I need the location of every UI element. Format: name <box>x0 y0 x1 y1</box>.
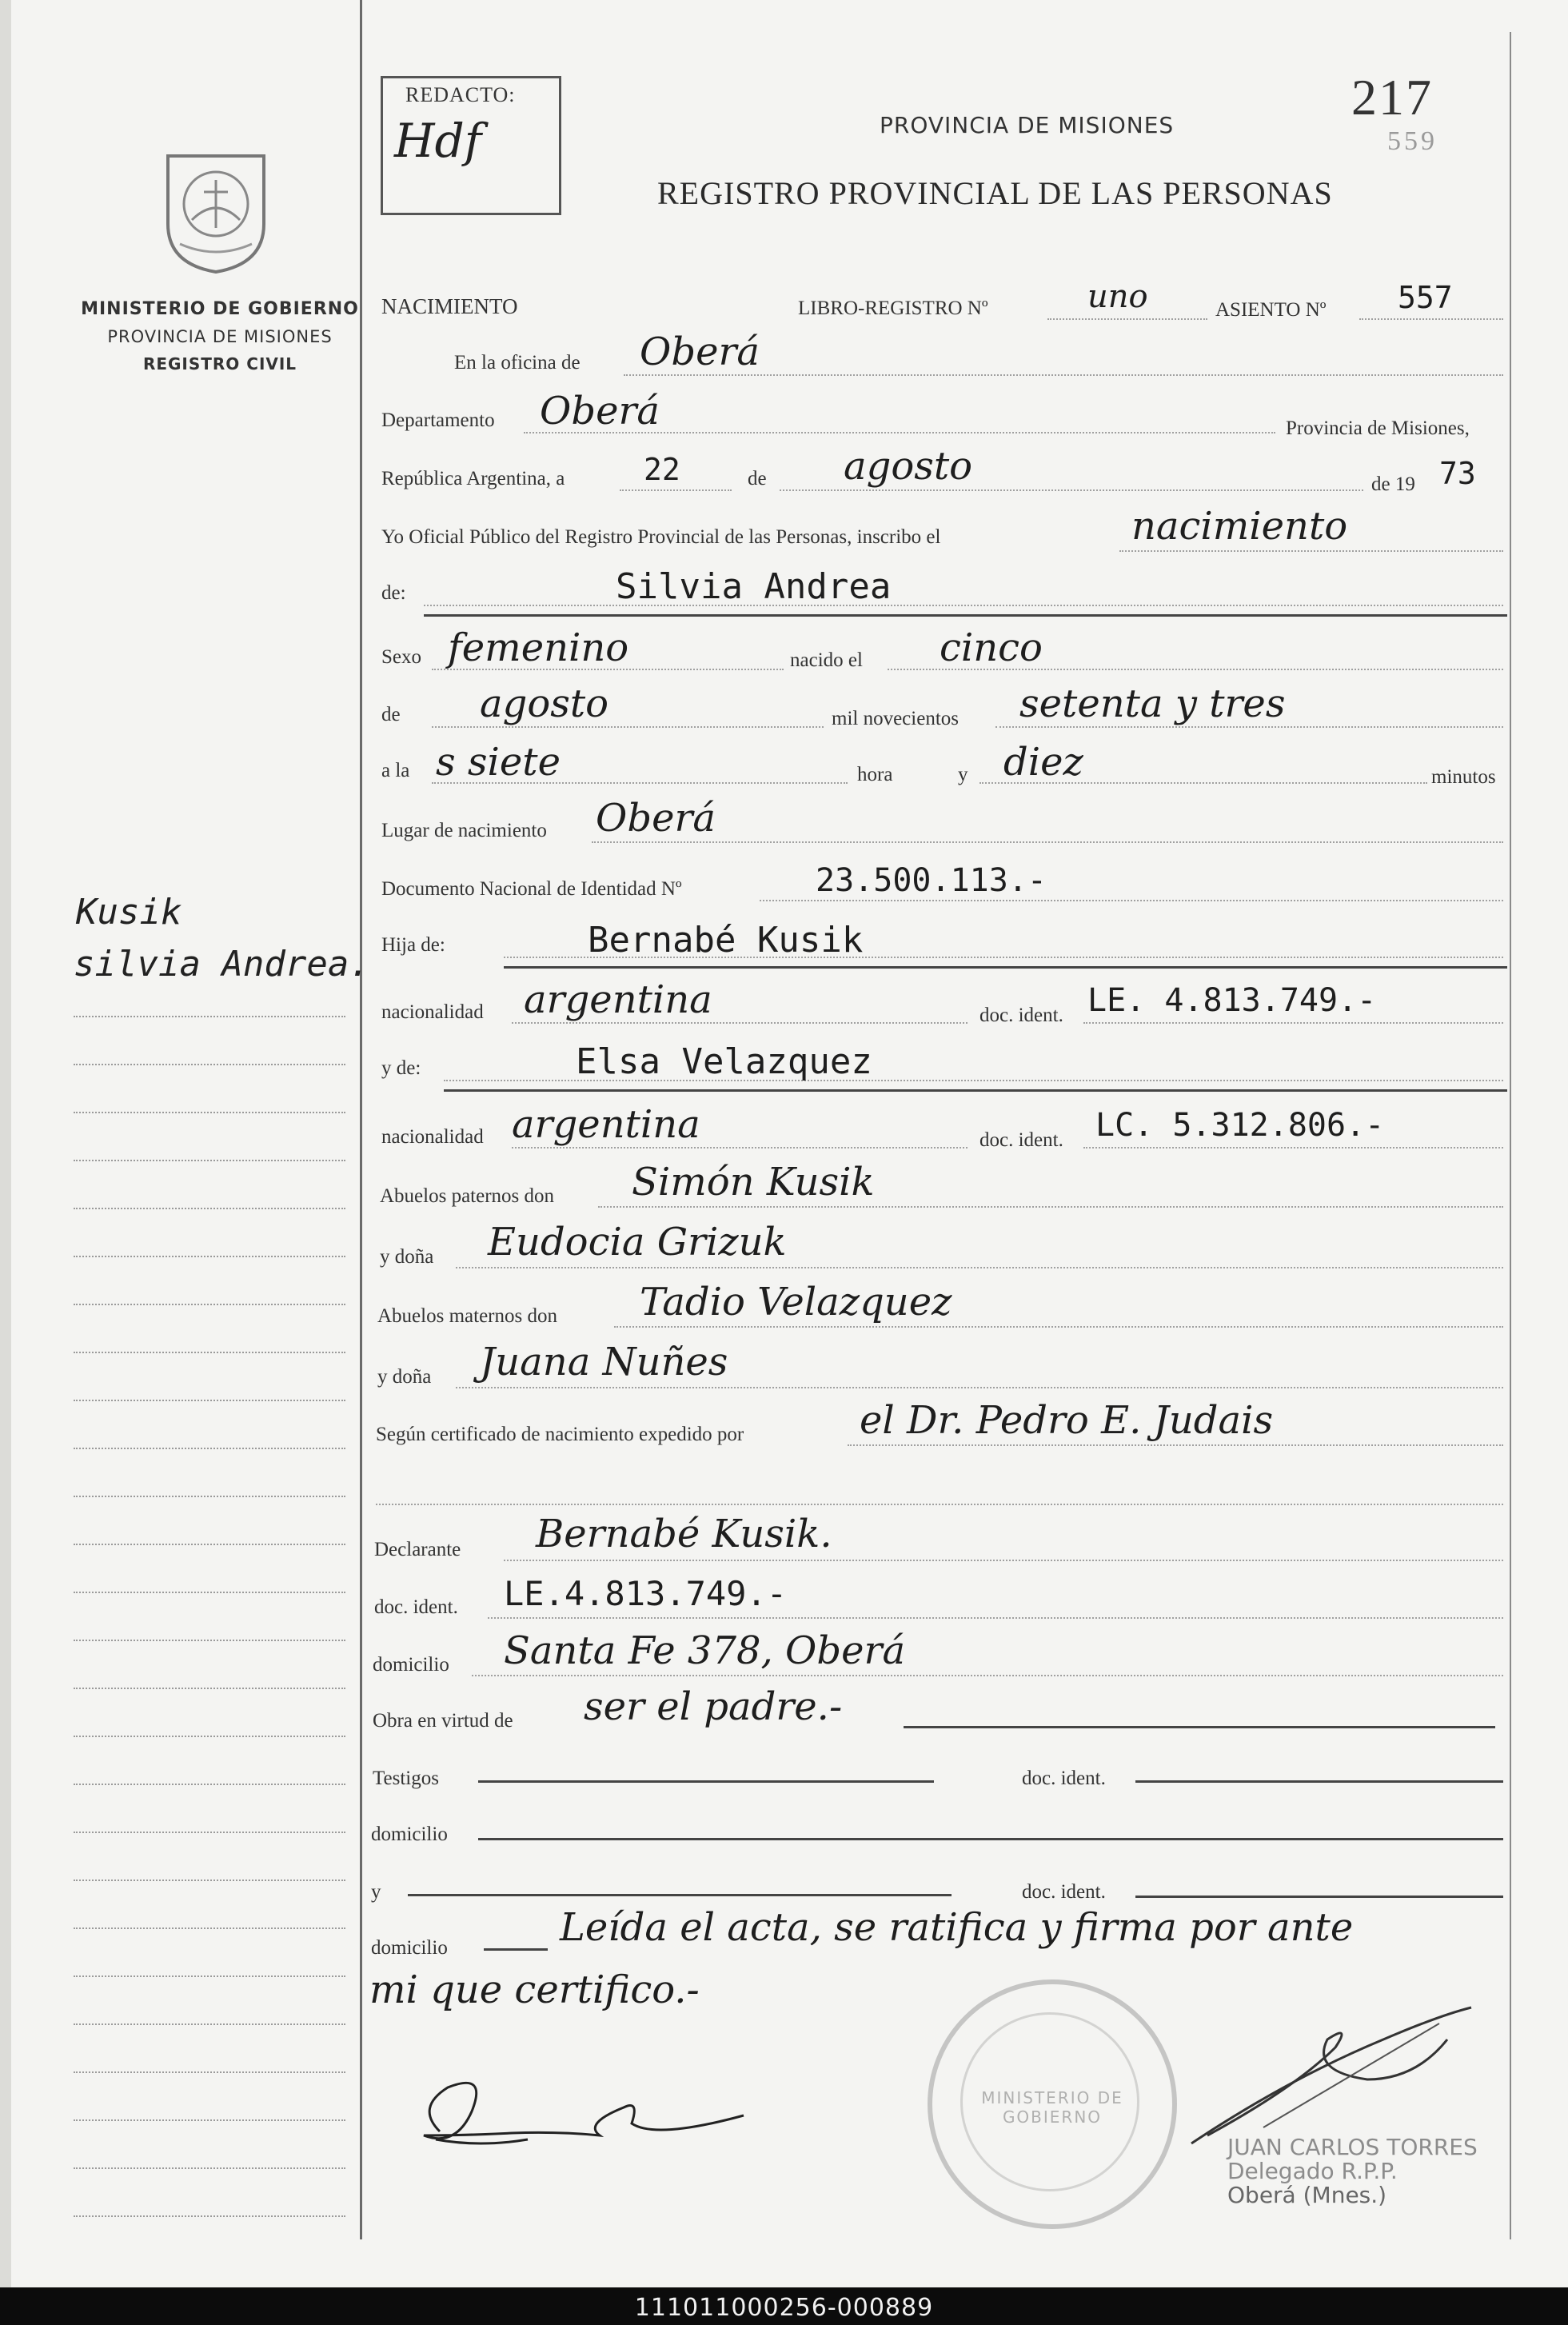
departamento-label: Departamento <box>381 409 495 431</box>
official-seal-stamp <box>928 1979 1177 2229</box>
margin-line <box>74 1928 345 1929</box>
abuela-paterna-value: Eudocia Grizuk <box>488 1220 787 1264</box>
domicilio-2-label: domicilio <box>371 1824 448 1845</box>
margin-line <box>74 1352 345 1353</box>
redacto-initials: Hdf <box>394 114 482 168</box>
margin-line <box>74 1064 345 1065</box>
nacido-value: cinco <box>940 625 1043 670</box>
anio-label: de 19 <box>1371 473 1415 495</box>
margin-line <box>74 2215 345 2217</box>
margin-line <box>74 1400 345 1401</box>
field-line <box>512 1147 968 1149</box>
field-line <box>848 1444 1503 1446</box>
nacido-label: nacido el <box>790 649 863 671</box>
mil-label: mil novecientos <box>832 708 959 729</box>
domicilio-1-value: Santa Fe 378, Oberá <box>504 1628 906 1673</box>
margin-divider <box>360 0 362 2239</box>
province-shield-icon <box>160 148 272 276</box>
certificado-value: el Dr. Pedro E. Judais <box>860 1398 1274 1443</box>
horas-label: hora <box>857 764 893 785</box>
margin-line <box>74 1544 345 1545</box>
registry-title: REGISTRO PROVINCIAL DE LAS PERSONAS <box>657 175 1333 211</box>
field-line <box>592 841 1503 843</box>
field-line <box>624 374 1503 376</box>
abuela-materna-value: Juana Nuñes <box>480 1340 728 1384</box>
nacionalidad-1-value: argentina <box>524 977 712 1022</box>
field-line <box>488 1617 1503 1619</box>
footer-bar <box>0 2287 1568 2325</box>
lugar-label: Lugar de nacimiento <box>381 820 547 841</box>
dia-value: 22 <box>644 452 680 487</box>
dni-value: 23.500.113.- <box>816 862 1047 899</box>
margin-line <box>74 2119 345 2121</box>
lugar-value: Oberá <box>596 796 716 841</box>
field-line <box>760 900 1503 901</box>
minutos-value: diez <box>1003 740 1083 785</box>
page-number-secondary: 559 <box>1387 126 1438 156</box>
cierre-line-2: mi que certifico.- <box>369 1967 700 2012</box>
page-number: 217 <box>1351 69 1433 126</box>
margin-line <box>74 1832 345 1833</box>
nacionalidad-2-value: argentina <box>512 1102 700 1147</box>
margin-line <box>74 1688 345 1689</box>
margin-line <box>74 1496 345 1497</box>
testigos-label: Testigos <box>373 1768 439 1789</box>
abuelos-maternos-label: Abuelos maternos don <box>377 1305 557 1327</box>
field-line <box>598 1206 1503 1208</box>
y-label: y <box>958 764 968 785</box>
field-line <box>1047 318 1207 320</box>
docident-4-label: doc. ident. <box>1022 1768 1106 1789</box>
field-underline <box>904 1726 1495 1728</box>
padre-value: Bernabé Kusik <box>588 920 864 961</box>
mes-value: agosto <box>844 444 973 489</box>
field-line <box>456 1267 1503 1268</box>
margin-line <box>74 2167 345 2169</box>
docident-1-value: LE. 4.813.749.- <box>1087 982 1377 1019</box>
margin-line <box>74 1975 345 1977</box>
child-name-value: Silvia Andrea <box>616 566 892 607</box>
field-underline <box>408 1894 952 1896</box>
margin-line <box>74 1256 345 1257</box>
domicilio-1-label: domicilio <box>373 1654 449 1676</box>
sexo-value: femenino <box>448 625 629 670</box>
ministry-header <box>80 296 360 378</box>
asiento-label: ASIENTO Nº <box>1215 299 1327 321</box>
declarante-label: Declarante <box>374 1539 461 1560</box>
field-underline <box>478 1780 934 1783</box>
oficina-value: Oberá <box>640 330 760 374</box>
hora-prefix-label: a la <box>381 760 410 781</box>
official-title: Delegado R.P.P. <box>1227 2158 1398 2184</box>
redacto-box <box>381 76 561 215</box>
province-title: PROVINCIA DE MISIONES <box>880 112 1175 138</box>
margin-line <box>74 1640 345 1641</box>
hija-label: Hija de: <box>381 934 445 956</box>
field-underline <box>478 1838 1503 1840</box>
libro-label: LIBRO-REGISTRO Nº <box>798 298 988 319</box>
margin-note-names: silvia Andrea. <box>74 944 370 985</box>
declarant-signature <box>400 2059 760 2163</box>
ministry-line-2: PROVINCIA DE MISIONES <box>107 327 333 346</box>
record-type-label: NACIMIENTO <box>381 294 518 318</box>
margin-line <box>74 1304 345 1305</box>
libro-value: uno <box>1087 278 1148 315</box>
margin-line <box>74 2023 345 2025</box>
page-edge <box>0 0 11 2287</box>
field-underline <box>484 1948 548 1951</box>
republica-label: República Argentina, a <box>381 468 565 489</box>
nacionalidad-1-label: nacionalidad <box>381 1001 484 1023</box>
ydona-2-label: y doña <box>377 1366 432 1388</box>
official-signature <box>1175 1991 1479 2151</box>
madre-value: Elsa Velazquez <box>576 1041 872 1082</box>
field-line <box>1119 550 1503 552</box>
field-line <box>620 489 732 491</box>
field-underline <box>1135 1896 1503 1898</box>
field-line <box>472 1675 1503 1676</box>
oficial-text: Yo Oficial Público del Registro Provincial de las Personas, inscribo el <box>381 526 941 548</box>
de2-label: de <box>381 704 401 725</box>
official-place: Oberá (Mnes.) <box>1227 2182 1387 2208</box>
field-underline <box>424 614 1507 617</box>
ministry-line-3: REGISTRO CIVIL <box>142 354 297 374</box>
yde-label: y de: <box>381 1057 421 1079</box>
field-line <box>504 1560 1503 1561</box>
margin-line <box>74 1880 345 1881</box>
margin-line <box>74 1160 345 1161</box>
nacionalidad-2-label: nacionalidad <box>381 1126 484 1148</box>
cierre-line-1: Leída el acta, se ratifica y firma por ante <box>560 1905 1354 1950</box>
field-underline <box>444 1089 1507 1092</box>
docident-5-label: doc. ident. <box>1022 1881 1106 1903</box>
right-border <box>1510 32 1511 2239</box>
de-label: de <box>748 468 767 489</box>
field-line <box>376 1504 1503 1505</box>
field-underline <box>504 966 1507 969</box>
dni-label: Documento Nacional de Identidad Nº <box>381 878 682 900</box>
docident-2-label: doc. ident. <box>980 1129 1063 1151</box>
asiento-value: 557 <box>1398 280 1453 315</box>
obra-label: Obra en virtud de <box>373 1710 513 1732</box>
margin-line <box>74 1784 345 1785</box>
y2-label: y <box>371 1881 381 1903</box>
field-line <box>432 726 824 728</box>
margin-line <box>74 1112 345 1113</box>
margin-note-surname: Kusik <box>76 892 182 933</box>
seal-text: MINISTERIO DE GOBIERNO <box>981 2088 1123 2127</box>
margin-line <box>74 2071 345 2073</box>
margin-line <box>74 1592 345 1593</box>
minutos-label: minutos <box>1431 766 1496 788</box>
margin-line <box>74 1208 345 1209</box>
sexo-label: Sexo <box>381 646 421 668</box>
inscribo-value: nacimiento <box>1131 504 1348 549</box>
field-line <box>995 726 1503 728</box>
domicilio-3-label: domicilio <box>371 1937 448 1959</box>
docident-3-value: LE.4.813.749.- <box>504 1574 788 1613</box>
document-id: 111011000256-000889 <box>634 2294 934 2322</box>
margin-line <box>74 1448 345 1449</box>
anio-value: 73 <box>1439 456 1476 491</box>
field-line <box>1083 1147 1503 1149</box>
certificado-label: Según certificado de nacimiento expedido por <box>376 1424 744 1445</box>
obra-value: ser el padre.- <box>584 1684 843 1729</box>
margin-line <box>74 1736 345 1737</box>
field-line <box>512 1022 968 1024</box>
redacto-label: REDACTO: <box>405 83 516 106</box>
mes-nac-value: agosto <box>480 681 609 726</box>
provincia-label: Provincia de Misiones, <box>1286 417 1470 439</box>
declarante-value: Bernabé Kusik. <box>536 1512 832 1556</box>
de-name-label: de: <box>381 582 406 604</box>
ydona-1-label: y doña <box>380 1246 434 1268</box>
abuelos-paternos-label: Abuelos paternos don <box>380 1185 555 1207</box>
field-underline <box>1135 1780 1503 1783</box>
field-line <box>1359 318 1503 320</box>
field-line <box>456 1387 1503 1388</box>
field-line <box>1083 1022 1503 1024</box>
departamento-value: Oberá <box>540 389 660 433</box>
ministry-line-1: MINISTERIO DE GOBIERNO <box>81 299 359 319</box>
docident-1-label: doc. ident. <box>980 1005 1063 1026</box>
field-line <box>614 1326 1503 1328</box>
hora-value: s siete <box>436 740 561 785</box>
anio-nac-value: setenta y tres <box>1019 681 1286 726</box>
field-line <box>780 489 1363 491</box>
official-name: JUAN CARLOS TORRES <box>1227 2134 1478 2160</box>
abuelo-materno-value: Tadio Velazquez <box>640 1280 952 1324</box>
abuelo-paterno-value: Simón Kusik <box>632 1160 875 1204</box>
docident-2-value: LC. 5.312.806.- <box>1095 1107 1385 1144</box>
field-line <box>424 605 1503 606</box>
docident-3-label: doc. ident. <box>374 1596 458 1618</box>
margin-line <box>74 1016 345 1017</box>
oficina-label: En la oficina de <box>454 352 581 374</box>
official-stamp-block <box>1227 2135 1478 2207</box>
